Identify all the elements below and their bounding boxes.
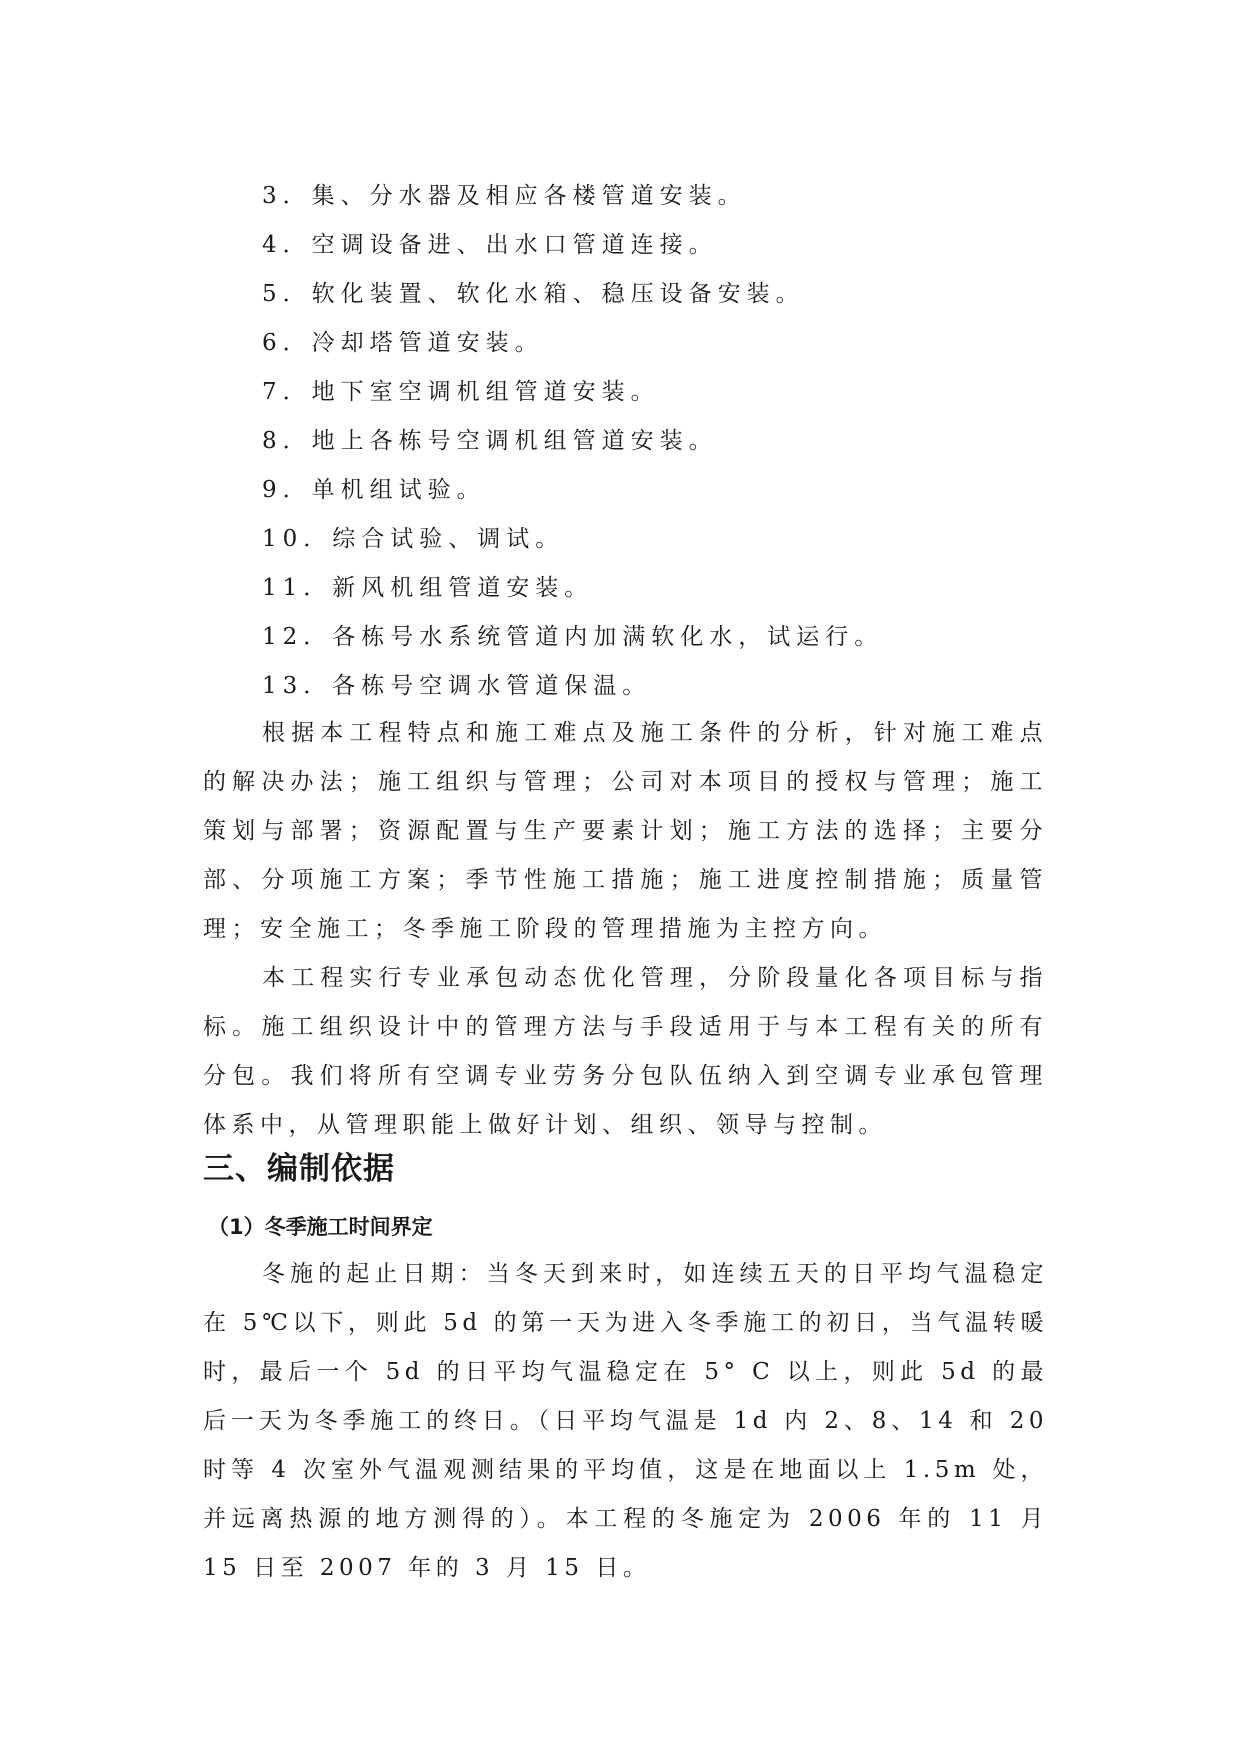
list-item: 12．各栋号水系统管道内加满软化水，试运行。 (262, 624, 884, 650)
section-heading: 三、编制依据 (203, 1151, 395, 1187)
list-item: 4．空调设备进、出水口管道连接。 (262, 232, 718, 258)
list-item: 3．集、分水器及相应各楼管道安装。 (262, 183, 747, 209)
winter-period-paragraph: 冬施的起止日期：当冬天到来时，如连续五天的日平均气温稳定在 5℃以下，则此 5d 的第一天为进入冬季施工的初日，当气温转暖时，最后一个 5d 的日平均气温稳定在 5° C 以上，则此 5d 的最后一天为冬季施工的终日。（日平均气温是 1d 内 2、8、14 和 20 时等 4 次室外气温观测结果的平均值，这是在地面以上 1.5m 处，并远离热源的地方测得的）。本工程的冬施定为 2006 年的 11 月 15 日至 2007 年的 3 月 15 日。 (203, 1261, 1048, 1581)
list-item: 10．综合试验、调试。 (262, 526, 565, 552)
list-item: 11．新风机组管道安装。 (262, 575, 594, 601)
list-item: 13．各栋号空调水管道保温。 (262, 673, 652, 699)
management-paragraph: 本工程实行专业承包动态优化管理，分阶段量化各项目标与指标。施工组织设计中的管理方法与手段适用于与本工程有关的所有分包。我们将所有空调专业劳务分包队伍纳入到空调专业承包管理体系中，从管理职能上做好计划、组织、领导与控制。 (203, 965, 1048, 1138)
list-item: 6．冷却塔管道安装。 (262, 330, 544, 356)
list-item: 7．地下室空调机组管道安装。 (262, 379, 660, 405)
list-item: 8．地上各栋号空调机组管道安装。 (262, 428, 718, 454)
analysis-paragraph: 根据本工程特点和施工难点及施工条件的分析，针对施工难点的解决办法；施工组织与管理；公司对本项目的授权与管理；施工策划与部署；资源配置与生产要素计划；施工方法的选择；主要分部、分项施工方案；季节性施工措施；施工进度控制措施；质量管理；安全施工；冬季施工阶段的管理措施为主控方向。 (203, 720, 1048, 942)
section-subheading: （1）冬季施工时间界定 (208, 1215, 433, 1239)
list-item: 5．软化装置、软化水箱、稳压设备安装。 (262, 281, 805, 307)
installation-step-list (262, 172, 883, 711)
list-item: 9．单机组试验。 (262, 477, 486, 503)
